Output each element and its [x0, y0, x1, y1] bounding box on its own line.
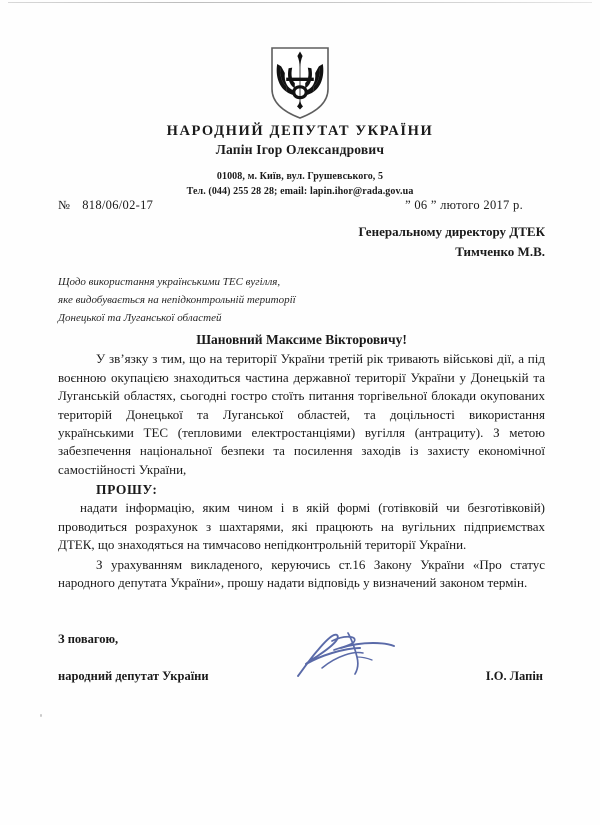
contact-phone-email: Тел. (044) 255 28 28; email: lapin.ihor@rada.gov.ua [186, 185, 414, 197]
letterhead [0, 122, 600, 199]
signature-row [58, 669, 545, 684]
signer-name: І.О. Лапін [485, 669, 543, 683]
subject-line-1: Щодо використання українськими ТЕС вугілля, [58, 276, 281, 288]
signer-role: народний депутат України [58, 669, 209, 683]
contact-address: 01008, м. Київ, вул. Грушевського, 5 [216, 171, 384, 182]
body-paragraph-1: У зв’язку з тим, що на території України третій рік тривають військові дії, а під воєнною окупацією знаходиться частина державної території України у Донецькій та Луганській областях, сьогодні гостро стоїть питання торгівельної блокади окупованих територій Донецької та Луганської областей, та доцільності використання українськими ТЕС (тепловими електростанціями) вугілля (антрациту). З метою забезпечення національної безпеки та посилення заходів із захисту економічної самостійності України, [58, 351, 545, 477]
ukrainian-trident-coat-of-arms-icon [264, 45, 336, 121]
salutation: Шановний Максиме Вікторовичу! [196, 332, 407, 347]
document-date: ” 06 ” лютого 2017 р. [405, 198, 523, 212]
contact-block [0, 170, 600, 199]
body-paragraph-3: З урахуванням викладеного, керуючись ст.16 Закону України «Про статус народного депутата України», прошу надати відповідь у визначений законом термін. [58, 556, 545, 591]
number-sign-symbol: № [58, 198, 71, 212]
subject-line-3: Донецької та Луганської областей [58, 311, 222, 324]
page-top-edge-line [8, 2, 592, 3]
reference-number-value: 818/06/02-17 [82, 198, 154, 212]
reference-number [58, 198, 153, 213]
organization-title: НАРОДНИЙ ДЕПУТАТ УКРАЇНИ [166, 123, 434, 139]
request-heading: ПРОШУ: [96, 482, 158, 498]
addressee-name: Тимченко М.В. [455, 244, 545, 260]
addressee-block [58, 222, 545, 262]
letter-body [58, 330, 545, 593]
subject-block [58, 274, 388, 327]
deputy-full-name: Лапін Ігор Олександрович [215, 142, 385, 158]
addressee-position: Генеральному директору ДТЕК [358, 224, 545, 239]
closing-regards: З повагою, [58, 632, 119, 646]
scan-artifact-speck [40, 714, 42, 717]
body-paragraph-2: надати інформацію, яким чином і в якій формі (готівковій чи безготівковій) проводиться розрахунок з шахтарями, які працюють на вугільних підприємствах ДТЕК, що знаходяться на тимчасово непідконтрольній території України. [58, 500, 545, 553]
reference-row [58, 198, 545, 213]
subject-line-2: яке видобувається на непідконтрольній території [58, 293, 296, 306]
emblem-container [0, 45, 600, 121]
signature-block [58, 632, 545, 684]
